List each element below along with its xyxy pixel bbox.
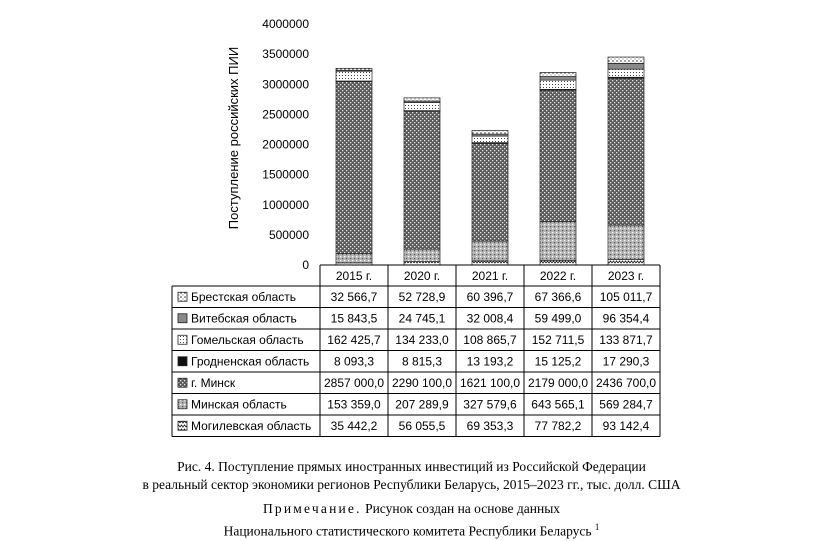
data-label: 67 366,6: [535, 290, 582, 304]
data-label: 8 815,3: [402, 354, 442, 368]
data-label: 15 125,2: [535, 354, 582, 368]
bar-segment: [404, 98, 440, 101]
x-tick-label: 2021 г.: [472, 269, 508, 283]
data-label: 32 566,7: [331, 290, 378, 304]
data-label: 69 353,3: [467, 419, 514, 433]
legend-label: Минская область: [191, 397, 287, 411]
data-label: 162 425,7: [327, 333, 381, 347]
data-label: 105 011,7: [600, 290, 653, 304]
data-label: 2436 700,0: [596, 376, 656, 390]
legend-swatch: [178, 378, 187, 387]
bar-segment: [472, 241, 508, 261]
bars: [336, 57, 644, 265]
bar-segment: [608, 57, 644, 63]
legend-swatch: [178, 335, 187, 344]
bar-segment: [608, 225, 644, 259]
footnote-mark: 1: [595, 522, 600, 532]
caption-line-2: в реальный сектор экономики регионов Республики Беларусь, 2015–2023 гг., тыс. долл. США: [0, 476, 823, 494]
data-label: 24 745,1: [399, 311, 446, 325]
legend-label: Могилевская область: [191, 419, 311, 433]
data-label: 2857 000,0: [324, 376, 384, 390]
data-label: 35 442,2: [331, 419, 378, 433]
bar-segment: [336, 254, 372, 263]
bar-segment: [540, 72, 576, 76]
bar-segment: [404, 249, 440, 261]
caption-line-1: Рис. 4. Поступление прямых иностранных инвестиций из Российской Федерации: [0, 458, 823, 476]
x-tick-label: 2023 г.: [608, 269, 644, 283]
legend-swatch: [178, 421, 187, 430]
y-tick-label: 500000: [269, 228, 309, 242]
bar-segment: [472, 261, 508, 265]
legend-label: Брестская область: [191, 290, 296, 304]
note-text: Рисунок создан на основе данных: [362, 501, 560, 516]
bar-segment: [336, 68, 372, 70]
legend-label: Гродненская область: [191, 354, 309, 368]
y-tick-label: 2500000: [262, 107, 309, 121]
y-axis-label: Поступление российских ПИИ: [226, 47, 241, 229]
y-tick-label: 1000000: [262, 198, 309, 212]
data-label: 108 865,7: [463, 333, 517, 347]
data-label: 59 499,0: [535, 311, 582, 325]
bar-segment: [404, 262, 440, 265]
data-label: 77 782,2: [535, 419, 582, 433]
y-tick-label: 0: [302, 258, 309, 272]
data-table: [172, 265, 660, 437]
legend-swatch: [178, 314, 187, 323]
data-label: 17 290,3: [603, 354, 650, 368]
y-tick-label: 2000000: [262, 138, 309, 152]
y-ticks: [262, 17, 309, 272]
legend-swatch: [178, 292, 187, 301]
data-label: 2179 000,0: [528, 376, 588, 390]
bar-segment: [336, 81, 372, 253]
data-label: 15 843,5: [331, 311, 378, 325]
bar-segment: [540, 90, 576, 221]
bar-segment: [404, 103, 440, 111]
data-label: 152 711,5: [532, 333, 585, 347]
note-label: Примечание.: [263, 501, 362, 516]
bar-segment: [336, 71, 372, 81]
bar-segment: [472, 143, 508, 241]
note-line-1: [0, 500, 823, 518]
legend-swatch: [178, 357, 187, 366]
bar-segment: [608, 259, 644, 265]
bar-segment: [404, 111, 440, 249]
data-label: 1621 100,0: [460, 376, 520, 390]
data-label: 56 055,5: [399, 419, 446, 433]
legend-swatch: [178, 400, 187, 409]
data-label: 93 142,4: [603, 419, 650, 433]
bar-segment: [608, 78, 644, 225]
data-label: 643 565,1: [531, 397, 585, 411]
data-label: 569 284,7: [599, 397, 653, 411]
y-tick-label: 3500000: [262, 47, 309, 61]
y-tick-label: 3000000: [262, 77, 309, 91]
bar-segment: [608, 63, 644, 69]
data-label: 32 008,4: [467, 311, 514, 325]
bar-segment: [540, 77, 576, 81]
note-line-2: [0, 518, 823, 541]
x-tick-label: 2020 г.: [404, 269, 440, 283]
data-label: 8 093,3: [334, 354, 374, 368]
x-tick-label: 2015 г.: [336, 269, 372, 283]
data-label: 153 359,0: [327, 397, 381, 411]
bar-segment: [540, 222, 576, 261]
data-label: 134 233,0: [395, 333, 449, 347]
figure-caption: [0, 458, 823, 494]
data-label: 13 193,2: [467, 354, 514, 368]
bar-segment: [540, 80, 576, 89]
data-label: 96 354,4: [603, 311, 650, 325]
note-text-2: Национального статистического комитета Республики Беларусь: [224, 524, 592, 539]
data-label: 327 579,6: [463, 397, 517, 411]
y-tick-label: 4000000: [262, 17, 309, 31]
bar-segment: [540, 260, 576, 265]
data-label: 133 871,7: [599, 333, 653, 347]
y-tick-label: 1500000: [262, 168, 309, 182]
data-label: 52 728,9: [399, 290, 446, 304]
data-label: 207 289,9: [395, 397, 449, 411]
bar-segment: [608, 69, 644, 77]
data-label: 2290 100,0: [392, 376, 452, 390]
legend-label: Гомельская область: [191, 333, 304, 347]
legend-label: Витебская область: [191, 311, 297, 325]
x-tick-label: 2022 г.: [540, 269, 576, 283]
data-label: 60 396,7: [467, 290, 514, 304]
legend-label: г. Минск: [191, 376, 236, 390]
bar-segment: [472, 136, 508, 143]
bar-segment: [472, 130, 508, 134]
figure-note: [0, 500, 823, 541]
